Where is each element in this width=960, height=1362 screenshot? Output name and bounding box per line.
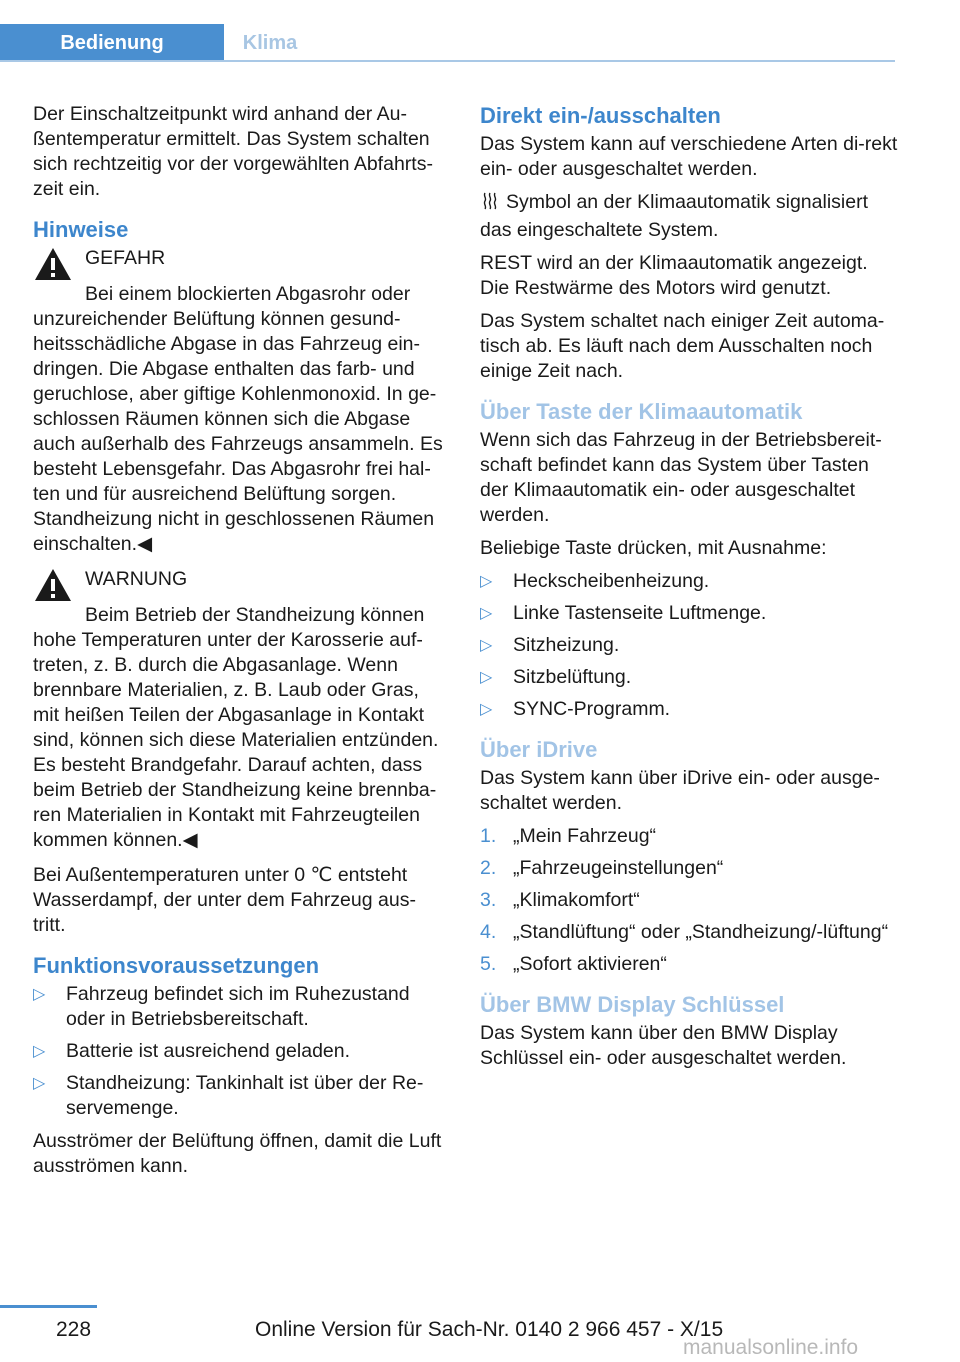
left-column [33,102,448,1187]
key-paragraph: Das System kann über den BMW Display Schlüssel ein- oder ausgeschaltet werden. [480,1022,847,1069]
step-number: 4. [480,921,497,943]
list-item: 4. „Standlüftung“ oder „Standheizung/-lüftung“ [480,921,889,943]
footer-rule [0,1305,97,1308]
warning-notice [33,567,448,853]
danger-title: GEFAHR [85,247,166,269]
list-item: ▷ Linke Tastenseite Luftmenge. [480,602,767,624]
list-item: ▷ Standheizung: Tankinhalt ist über der Re‐servemenge. [33,1072,424,1119]
warning-triangle-icon [33,567,85,603]
bullet-icon: ▷ [480,669,493,686]
heading-bmw-display-key: Über BMW Display Schlüssel [480,992,785,1017]
page-header [0,24,895,62]
heading-taste: Über Taste der Klimaautomatik [480,399,803,424]
list-item: 3. „Klimakomfort“ [480,889,640,911]
right-column [480,102,900,1079]
exceptions-list [480,569,900,722]
page-number: 228 [56,1318,92,1341]
tab-bedienung[interactable]: Bedienung [0,24,224,62]
list-item: 5. „Sofort aktivieren“ [480,953,667,975]
heater-symbol-icon [480,191,500,218]
list-item: 2. „Fahrzeugeinstellungen“ [480,857,724,879]
direct-paragraph: Das System kann auf verschiedene Arten di‐rekt ein- oder ausgeschaltet werden. [480,133,898,180]
warning-title: WARNUNG [85,568,188,590]
taste-intro: Beliebige Taste drücken, mit Ausnahme: [480,537,827,559]
idrive-steps [480,824,900,977]
bullet-icon: ▷ [480,637,493,654]
bullet-icon: ▷ [480,605,493,622]
heading-funktionsvoraussetzungen: Funktionsvoraussetzungen [33,953,320,978]
step-number: 3. [480,889,497,911]
danger-text: Bei einem blockierten Abgasrohr oder unzureichender Belüftung können gesund‐heitsschädliche Abgase in das Fahrzeug ein‐dringen. Die Abgase enthalten das farb- und geruchlose, aber giftige Kohlenmonoxid. In ge‐schlossen Räumen können sich die Abgase auch außerhalb des Fahrzeugs ansammeln. Es besteht Lebensgefahr. Das Abgasrohr frei hal‐ten und für ausreichend Belüftung sorgen. Standheizung nicht in geschlossenen Räumen einschalten.◀ [33,283,443,555]
bullet-icon: ▷ [33,1043,46,1060]
warning-triangle-icon [33,246,85,282]
requirements-list [33,982,448,1121]
vent-paragraph: Ausströmer der Belüftung öffnen, damit die Luft ausströmen kann. [33,1130,442,1177]
list-item: ▷ Heckscheibenheizung. [480,570,710,592]
heading-direkt: Direkt ein-/ausschalten [480,103,721,128]
step-number: 1. [480,825,497,847]
heading-hinweise: Hinweise [33,217,129,242]
idrive-paragraph: Das System kann über iDrive ein- oder ausge‐schaltet werden. [480,767,880,814]
danger-notice [33,246,448,557]
bullet-icon: ▷ [480,573,493,590]
step-number: 5. [480,953,497,975]
bullet-icon: ▷ [33,986,46,1003]
list-item: ▷ Sitzheizung. [480,634,620,656]
intro-paragraph: Der Einschaltzeitpunkt wird anhand der Au‐ßentemperatur ermittelt. Das System schalten sich rechtzeitig vor der vorgewählten Abfahrts‐zeit ein. [33,103,433,200]
symbol-paragraph: Symbol an der Klimaautomatik signalisiert das eingeschaltete System. [480,191,868,241]
step-number: 2. [480,857,497,879]
bullet-icon: ▷ [480,701,493,718]
auto-off-paragraph: Das System schaltet nach einiger Zeit automa‐tisch ab. Es läuft nach dem Ausschalten noch einige Zeit nach. [480,310,885,382]
list-item: 1. „Mein Fahrzeug“ [480,825,657,847]
online-version-text: Online Version für Sach-Nr. 0140 2 966 457 - X/15 [255,1318,724,1341]
tab-klima[interactable]: Klima [242,31,298,54]
heading-idrive: Über iDrive [480,737,598,762]
steam-paragraph: Bei Außentemperaturen unter 0 ℃ entsteht Wasserdampf, der unter dem Fahrzeug aus‐tritt. [33,864,416,936]
bullet-icon: ▷ [33,1075,46,1092]
list-item: ▷ Batterie ist ausreichend geladen. [33,1040,351,1062]
list-item: ▷ SYNC-Programm. [480,698,671,720]
warning-text: Beim Betrieb der Standheizung können hohe Temperaturen unter der Karosserie auf‐treten, z. B. durch die Abgasanlage. Wenn brennbare Materialien, z. B. Laub oder Gras, mit heißen Teilen der Abgasanlage in Kontakt sind, können sich diese Materialien entzünden. Es besteht Brandgefahr. Darauf achten, dass beim Betrieb der Standheizung keine brennba‐ren Materialien in Kontakt mit Fahrzeugteilen kommen können.◀ [33,604,439,851]
rest-paragraph: REST wird an der Klimaautomatik angezeigt. Die Restwärme des Motors wird genutzt. [480,252,868,299]
list-item: ▷ Fahrzeug befindet sich im Ruhezustand oder in Betriebsbereitschaft. [33,983,410,1030]
header-rule [0,60,895,62]
list-item: ▷ Sitzbelüftung. [480,666,632,688]
taste-paragraph: Wenn sich das Fahrzeug in der Betriebsbereit‐schaft befindet kann das System über Tasten der Klimaautomatik ein- oder ausgeschaltet werden. [480,429,882,526]
watermark: manualsonline.info [683,1336,859,1359]
